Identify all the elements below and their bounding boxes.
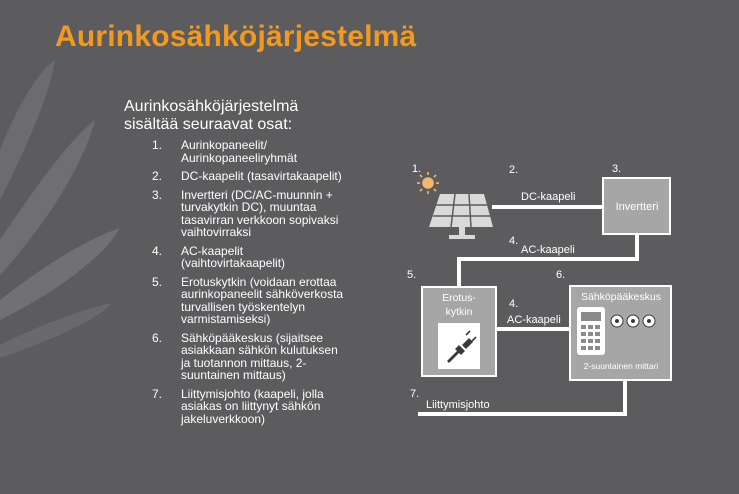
inverter-box [603,178,670,234]
solar-panel-icon [429,194,493,239]
list-item-line: vaihtovirraksi [181,225,252,239]
distribution-board-label: Sähköpääkeskus [581,291,661,303]
list-item-line: suuntainen mittaus) [181,368,286,382]
dc-cable-label: DC-kaapeli [521,191,576,203]
switch-label-line-1: Erotus- [442,292,476,304]
ac-cable-top-line [459,234,637,287]
list-item-line: asiakkaan sähkön kulutuksen [181,343,338,357]
list-item-line: tasavirran verkkoon sopivaksi [181,212,339,227]
list-item-number: 6. [152,330,163,345]
number-panel: 1. [412,163,422,175]
number-grid-cable: 7. [410,388,420,400]
switch-label-line-2: kytkin [445,306,473,318]
intro-line-2: sisältää seuraavat osat: [124,116,293,133]
number-inverter: 3. [612,163,622,175]
list-item-line: Sähköpääkeskus (sijaitsee [181,330,324,345]
inverter-label: Invertteri [615,201,659,213]
list-item-line: jakeluverkkoon) [181,411,266,426]
page-title: Aurinkosähköjärjestelmä [55,20,417,53]
list-item-line: DC-kaapelit (tasavirtakaapelit) [181,169,342,183]
disconnect-switch-box [422,287,496,376]
list-item-line: turvakytkin DC), muuntaa [181,200,317,214]
list-item-number: 2. [152,169,163,183]
list-item-line: (vaihtovirtakaapelit) [181,256,286,270]
number-board: 6. [556,269,566,281]
dial-icons [611,315,655,327]
number-ac-cable-top: 4. [509,235,519,247]
list-item-number: 7. [152,386,163,401]
list-item-line: Invertteri (DC/AC-muunnin + [181,187,333,202]
list-item-line: aurinkopaneelit sähköverkosta [181,287,344,301]
list-item-line: AC-kaapelit [181,243,244,258]
list-item-number: 5. [152,274,163,289]
sun-icon [417,172,439,194]
list-item-number: 3. [152,187,163,202]
number-switch: 5. [407,269,417,281]
ac-cable-mid-label: AC-kaapeli [507,314,561,326]
meter-label: 2-suuntainen mittari [583,361,659,371]
list-item-number: 4. [152,243,163,258]
list-item-line: turvallisen työskentelyn [181,299,306,314]
meter-icon [577,307,605,355]
grid-cable-label: Liittymisjohto [426,399,490,411]
list-item-line: asiakas on liittynyt sähkön [181,399,321,413]
list-item-line: ja tuotannon mittaus, 2- [181,355,307,370]
list-item-line: Aurinkopaneelit/ [181,138,268,152]
number-ac-cable-mid: 4. [509,298,519,310]
ac-cable-top-label: AC-kaapeli [521,244,575,256]
list-item-number: 1. [152,138,163,152]
list-item-line: Erotuskytkin (voidaan erottaa [181,274,337,289]
distribution-board-box [570,286,671,380]
list-item-line: varmistamiseksi) [181,312,271,326]
list-item-line: Liittymisjohto (kaapeli, jolla [181,386,324,401]
plug-icon [438,323,480,369]
list-item-line: Aurinkopaneeliryhmät [181,150,298,165]
intro-line-1: Aurinkosähköjärjestelmä [124,98,299,115]
number-dc-cable: 2. [509,164,519,176]
